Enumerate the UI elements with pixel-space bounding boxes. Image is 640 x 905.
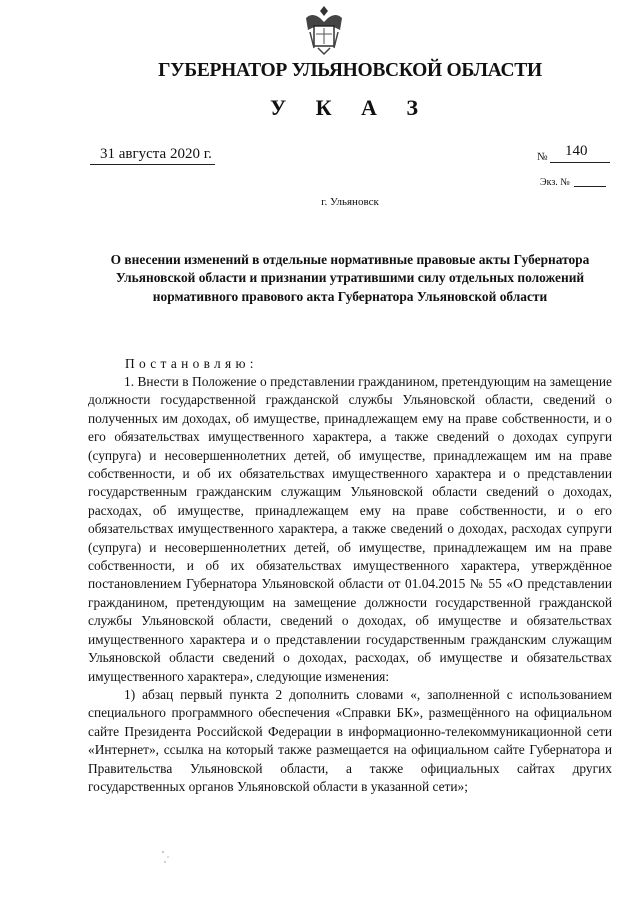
paragraph-1-1: 1) абзац первый пункта 2 дополнить словами «, заполненной с использованием специального программного обеспечения «Справки БК», размещённого на официальном сайте Президента Российской Федерации в информационно-телекоммуникационной сети «Интернет», ссылка на который также размещается на официальном сайте Губернатора и Правительства Ульяновской области, а также официальных сайтах других государственных органов Ульяновской области в указанной сети»; [88, 686, 612, 794]
scan-speckle [160, 848, 180, 868]
number-underline [550, 162, 610, 163]
resolve-heading: Постановляю: [125, 356, 258, 371]
document-body [88, 373, 612, 796]
coat-of-arms-icon [302, 4, 346, 56]
document-type: У К А З [269, 95, 431, 120]
paragraph-1: 1. Внести в Положение о представлении гражданином, претендующим на замещение должности государственной гражданской службы Ульяновской области, сведений о полученных им доходах, об имуществе, принадлежащем ему на праве собственности, и о его обязательствах имущественного характера, а также сведений о доходах супруги (супруга) и несовершеннолетних детей, об имуществе, принадлежащем им на праве собственности, и об их обязательствах имущественного характера и о представлении государственным гражданским служащим Ульяновской области сведений о доходах, расходах, об имуществе, принадлежащем ему на праве собственности, и о его обязательствах имущественного характера, а также сведений о доходах, расходах супруги (супруга) и несовершеннолетних детей, об имуществе, принадлежащем им на праве собственности, и об их обязательствах имущественного характера, утверждённое постановлением Губернатора Ульяновской области от 01.04.2015 № 55 «О представлении гражданином, претендующим на замещение должности государственной гражданской службы Ульяновской области, сведений о доходах, об имуществе и обязательствах имущественного характера и о представлении государственным гражданским служащим Ульяновской области сведений о доходах, расходах, об имуществе и обязательствах имущественного характера», следующие изменения: [88, 374, 612, 684]
date-underline [90, 164, 215, 165]
copy-underline [574, 186, 606, 187]
document-date: 31 августа 2020 г. [100, 146, 212, 162]
copy-label: Экз. № [540, 177, 570, 188]
document-subject: О внесении изменений в отдельные нормативные правовые акты Губернатора Ульяновской области и признании утратившими силу отдельных положений нормативного правового акта Губернатора Ульяновской области [110, 252, 590, 304]
document-number: 140 [565, 143, 588, 159]
authority-title: ГУБЕРНАТОР УЛЬЯНОВСКОЙ ОБЛАСТИ [158, 60, 542, 81]
number-prefix: № [537, 151, 548, 163]
city: г. Ульяновск [321, 196, 379, 208]
